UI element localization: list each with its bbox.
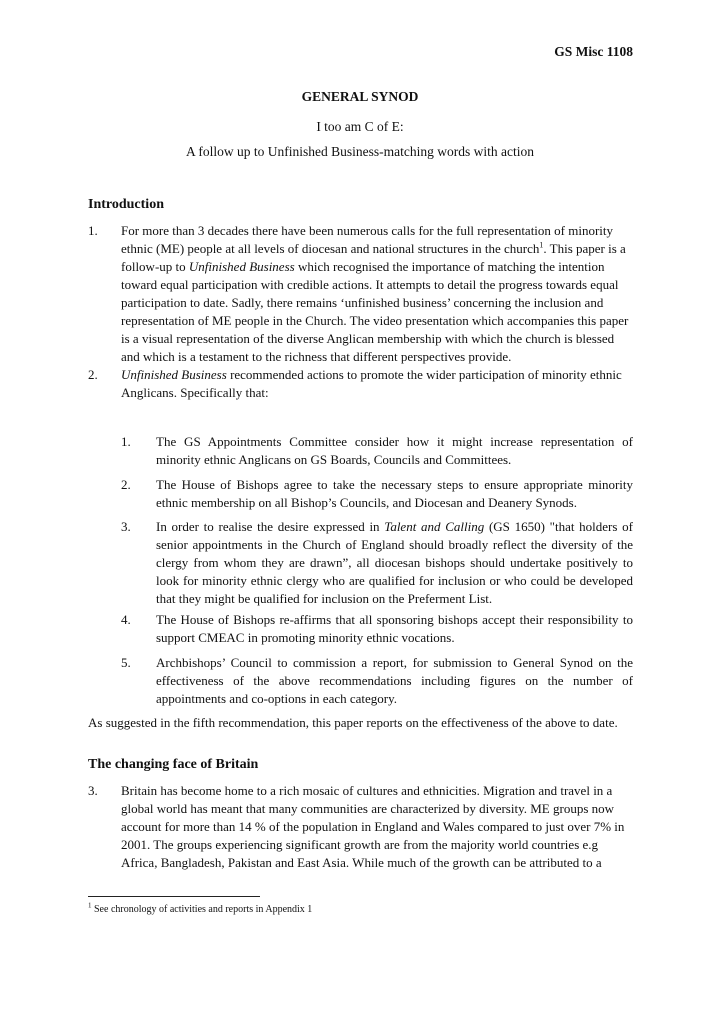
paragraph-1 bbox=[88, 222, 633, 366]
italic-title: Unfinished Business bbox=[188, 259, 295, 274]
recommendation-text: The House of Bishops re-affirms that all sponsoring bishops accept their responsibility to support CMEAC in promoting minority ethnic vocations. bbox=[156, 612, 633, 645]
paragraph-number: 2. bbox=[88, 367, 98, 382]
footnote-divider bbox=[88, 896, 260, 897]
recommendation-number: 4. bbox=[121, 612, 131, 627]
recommendation-2 bbox=[121, 476, 633, 512]
document-reference: GS Misc 1108 bbox=[554, 44, 633, 59]
recommendation-1 bbox=[121, 433, 633, 469]
footnote-mark: 1 bbox=[88, 901, 92, 910]
paragraph-text bbox=[121, 366, 633, 402]
recommendation-number: 1. bbox=[121, 434, 131, 449]
paragraph-2 bbox=[88, 366, 633, 402]
recommendation-text bbox=[156, 518, 633, 608]
text-run: In order to realise the desire expressed in bbox=[156, 519, 385, 534]
text-run: (GS 1650) "that holders of senior appointments in the Church of England should broadly reflect the diversity of the clergy from whom they are drawn”, all diocesan bishops should undertake positively to look for minority ethnic clergy who are qualified for inclusion or who could be developed that they might be qualified for inclusion on the Preferment List. bbox=[156, 519, 633, 606]
document-subtitle: I too am C of E: bbox=[316, 119, 404, 134]
footnote-text: See chronology of activities and reports in Appendix 1 bbox=[94, 904, 313, 915]
text-run: which recognised the importance of matching the intention toward equal participation with credible actions. It attempts to detail the progress towards equal participation to date. Sadly, there remains ‘unfinished business’ concerning the inclusion and representation of ME people in the Church. The video presentation which accompanies this paper is a visual representation of the diverse Anglican membership with which the church is blessed and which is a testament to the richness that different perspectives provide. bbox=[121, 259, 629, 364]
paragraph-text: Britain has become home to a rich mosaic of cultures and ethnicities. Migration and travel in a global world has meant that many communities are characterized by diversity. ME groups now account for more than 14 % of the population in England and Wales compared to just over 7% in 2001. The groups experiencing significant growth are from the majority world countries e.g Africa, Bangladesh, Pakistan and East Asia. While much of the growth can be attributed to a bbox=[121, 783, 625, 870]
paragraph-number: 1. bbox=[88, 223, 98, 238]
paragraph-3 bbox=[88, 782, 633, 872]
footnote bbox=[88, 901, 313, 915]
recommendation-5 bbox=[121, 654, 633, 708]
text-run: recommended actions to promote the wider participation of minority ethnic Anglicans. Specifically that: bbox=[121, 367, 622, 400]
recommendation-4 bbox=[121, 611, 633, 647]
recommendation-text: Archbishops’ Council to commission a report, for submission to General Synod on the effectiveness of the above recommendations including figures on the number of appointments and co-options in each category. bbox=[156, 655, 633, 706]
recommendation-number: 2. bbox=[121, 477, 131, 492]
recommendation-number: 5. bbox=[121, 655, 131, 670]
paragraph-text bbox=[121, 222, 633, 366]
section-heading-britain: The changing face of Britain bbox=[88, 757, 259, 772]
recommendation-text: The House of Bishops agree to take the necessary steps to ensure appropriate minority ethnic membership on all Bishop’s Councils, and Diocesan and Deanery Synods. bbox=[156, 477, 633, 510]
section-heading-introduction: Introduction bbox=[88, 197, 164, 212]
italic-title: Talent and Calling bbox=[384, 519, 485, 534]
footnote-reference: 1 bbox=[539, 240, 544, 250]
document-subtitle-2: A follow up to Unfinished Business-matching words with action bbox=[186, 144, 534, 159]
recommendation-number: 3. bbox=[121, 519, 131, 534]
closing-paragraph: As suggested in the fifth recommendation, this paper reports on the effectiveness of the above to date. bbox=[88, 715, 618, 730]
document-title: GENERAL SYNOD bbox=[301, 89, 419, 104]
recommendation-text: The GS Appointments Committee consider how it might increase representation of minority ethnic Anglicans on GS Boards, Councils and Committees. bbox=[156, 434, 633, 467]
text-run: . This paper is a follow-up to bbox=[121, 241, 626, 274]
paragraph-number: 3. bbox=[88, 783, 98, 798]
recommendation-3 bbox=[121, 518, 633, 608]
text-run: For more than 3 decades there have been numerous calls for the full representation of minority ethnic (ME) people at all levels of diocesan and national structures in the church bbox=[121, 223, 614, 256]
italic-title: Unfinished Business bbox=[121, 367, 227, 382]
